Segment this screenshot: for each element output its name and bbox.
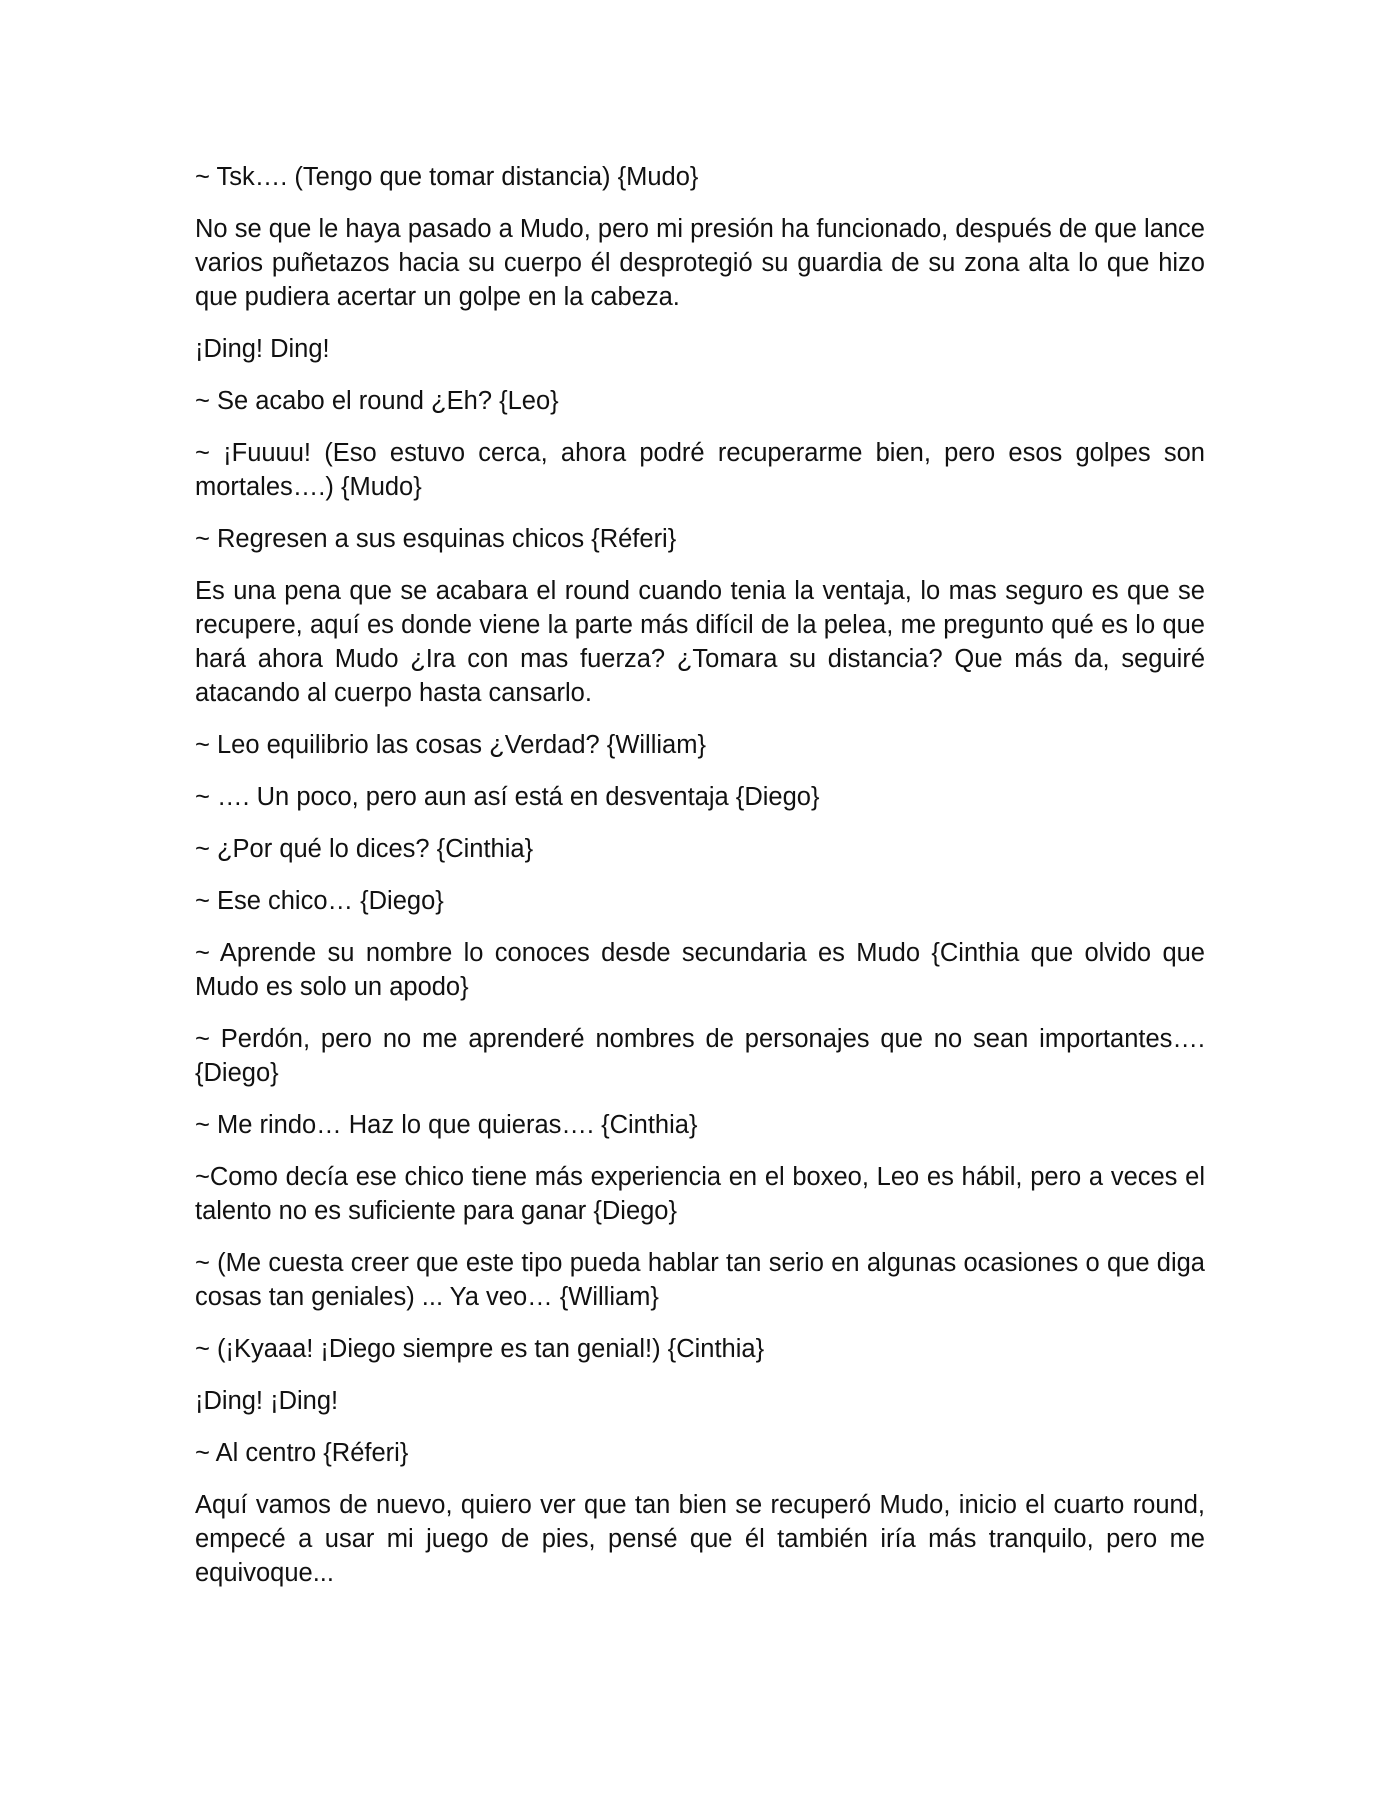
- paragraph: ~ Al centro {Réferi}: [195, 1439, 409, 1467]
- paragraph: Aquí vamos de nuevo, quiero ver que tan bien se recuperó Mudo, inicio el cuarto round, empecé a usar mi juego de pies, pensé que él también iría más tranquilo, pero me equivoque...: [195, 1491, 1205, 1587]
- paragraph: ~ Regresen a sus esquinas chicos {Réferi}: [195, 525, 677, 553]
- paragraph: ~ (Me cuesta creer que este tipo pueda hablar tan serio en algunas ocasiones o que diga cosas tan geniales) ... Ya veo… {William}: [195, 1249, 1205, 1311]
- paragraph: ~ Aprende su nombre lo conoces desde secundaria es Mudo {Cinthia que olvido que Mudo es solo un apodo}: [195, 939, 1205, 1001]
- paragraph: ¡Ding! Ding!: [195, 335, 330, 363]
- paragraph: No se que le haya pasado a Mudo, pero mi presión ha funcionado, después de que lance varios puñetazos hacia su cuerpo él desprotegió su guardia de su zona alta lo que hizo que pudiera acertar un golpe en la cabeza.: [195, 215, 1205, 311]
- paragraph: Es una pena que se acabara el round cuando tenia la ventaja, lo mas seguro es que se recupere, aquí es donde viene la parte más difícil de la pelea, me pregunto qué es lo que hará ahora Mudo ¿Ira con mas fuerza? ¿Tomara su distancia? Que más da, seguiré atacando al cuerpo hasta cansarlo.: [195, 577, 1205, 707]
- paragraph: ~ (¡Kyaaa! ¡Diego siempre es tan genial!) {Cinthia}: [195, 1335, 765, 1363]
- paragraph: ~ Ese chico… {Diego}: [195, 887, 444, 915]
- document-page: [195, 160, 1205, 1608]
- paragraph: ~Como decía ese chico tiene más experiencia en el boxeo, Leo es hábil, pero a veces el talento no es suficiente para ganar {Diego}: [195, 1163, 1205, 1225]
- paragraph: ~ ¿Por qué lo dices? {Cinthia}: [195, 835, 534, 863]
- paragraph: ~ …. Un poco, pero aun así está en desventaja {Diego}: [195, 783, 820, 811]
- paragraph: ~ Tsk…. (Tengo que tomar distancia) {Mudo}: [195, 163, 699, 191]
- paragraph: ~ Leo equilibrio las cosas ¿Verdad? {William}: [195, 731, 706, 759]
- paragraph: ¡Ding! ¡Ding!: [195, 1387, 339, 1415]
- paragraph: ~ ¡Fuuuu! (Eso estuvo cerca, ahora podré recuperarme bien, pero esos golpes son mortales….) {Mudo}: [195, 439, 1205, 501]
- paragraph: ~ Me rindo… Haz lo que quieras…. {Cinthia}: [195, 1111, 698, 1139]
- paragraph: ~ Se acabo el round ¿Eh? {Leo}: [195, 387, 559, 415]
- paragraph: ~ Perdón, pero no me aprenderé nombres de personajes que no sean importantes…. {Diego}: [195, 1025, 1205, 1087]
